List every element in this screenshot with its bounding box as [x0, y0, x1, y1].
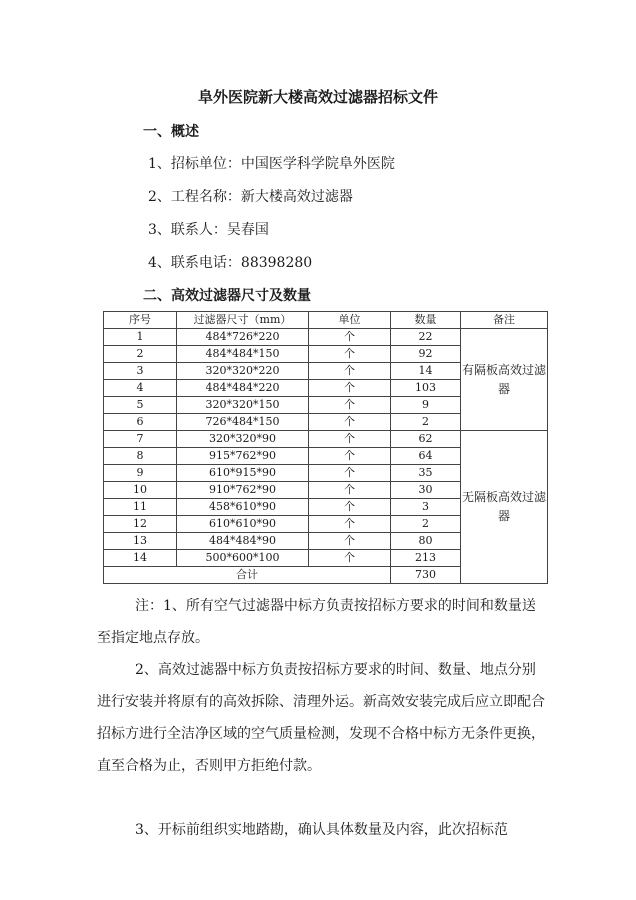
table-cell: 个 [309, 533, 391, 550]
note-3: 3、开标前组织实地踏勘，确认具体数量及内容，此次招标范 [135, 822, 508, 838]
table-cell: 320*320*150 [177, 397, 309, 414]
table-cell: 484*484*150 [177, 346, 309, 363]
table-cell: 2 [391, 516, 461, 533]
table-cell: 3 [104, 363, 177, 380]
table-cell: 64 [391, 448, 461, 465]
table-header-row [104, 312, 548, 329]
table-cell: 2 [391, 414, 461, 431]
note-1: 注：1、所有空气过滤器中标方负责按招标方要求的时间和数量送至指定地点存放。 [97, 598, 536, 646]
table-cell: 62 [391, 431, 461, 448]
table-cell: 个 [309, 465, 391, 482]
table-cell: 320*320*220 [177, 363, 309, 380]
total-label: 合计 [104, 567, 391, 584]
contact-phone-line: 4、联系电话：88398280 [148, 255, 313, 271]
table-cell: 484*726*220 [177, 329, 309, 346]
section-filter-size-heading: 二、高效过滤器尺寸及数量 [143, 288, 311, 304]
table-cell: 个 [309, 516, 391, 533]
project-name-line: 2、工程名称：新大楼高效过滤器 [148, 189, 353, 205]
table-cell: 1 [104, 329, 177, 346]
table-cell: 484*484*220 [177, 380, 309, 397]
table-cell: 915*762*90 [177, 448, 309, 465]
filter-table [103, 311, 548, 584]
table-cell: 13 [104, 533, 177, 550]
table-cell: 个 [309, 329, 391, 346]
header-cell: 过滤器尺寸（mm） [177, 312, 309, 329]
table-cell: 个 [309, 346, 391, 363]
table-cell: 个 [309, 550, 391, 567]
tender-unit-line: 1、招标单位：中国医学科学院阜外医院 [148, 156, 395, 172]
table-cell: 14 [391, 363, 461, 380]
table-cell: 103 [391, 380, 461, 397]
table-cell: 9 [104, 465, 177, 482]
table-cell: 4 [104, 380, 177, 397]
note-2: 2、高效过滤器中标方负责按招标方要求的时间、数量、地点分别进行安装并将原有的高效拆除、清理外运。新高效安装完成后应立即配合招标方进行全洁净区域的空气质量检测，发现不合格中标方无条件更换，直至合格为止，否则甲方拒绝付款。 [97, 662, 545, 774]
table-cell: 30 [391, 482, 461, 499]
table-cell: 12 [104, 516, 177, 533]
table-cell: 610*610*90 [177, 516, 309, 533]
table-row [104, 329, 548, 346]
header-cell: 序号 [104, 312, 177, 329]
table-cell: 个 [309, 397, 391, 414]
table-cell: 484*484*90 [177, 533, 309, 550]
note-cell: 有隔板高效过滤器 [461, 329, 548, 431]
table-cell: 3 [391, 499, 461, 516]
table-cell: 14 [104, 550, 177, 567]
table-cell: 80 [391, 533, 461, 550]
contact-person-line: 3、联系人：吴春国 [148, 222, 269, 238]
table-cell: 个 [309, 448, 391, 465]
header-cell: 单位 [309, 312, 391, 329]
table-cell: 910*762*90 [177, 482, 309, 499]
header-cell: 数量 [391, 312, 461, 329]
table-cell: 726*484*150 [177, 414, 309, 431]
table-cell: 458*610*90 [177, 499, 309, 516]
document-title: 阜外医院新大楼高效过滤器招标文件 [197, 88, 438, 106]
table-cell: 个 [309, 431, 391, 448]
table-row [104, 431, 548, 448]
table-cell: 8 [104, 448, 177, 465]
table-cell: 个 [309, 499, 391, 516]
table-cell: 个 [309, 482, 391, 499]
table-cell: 500*600*100 [177, 550, 309, 567]
table-cell: 610*915*90 [177, 465, 309, 482]
table-cell: 92 [391, 346, 461, 363]
table-cell: 2 [104, 346, 177, 363]
table-cell: 个 [309, 363, 391, 380]
table-cell: 6 [104, 414, 177, 431]
table-cell: 7 [104, 431, 177, 448]
section-overview-heading: 一、概述 [143, 124, 199, 140]
table-cell: 5 [104, 397, 177, 414]
table-cell: 35 [391, 465, 461, 482]
table-cell: 22 [391, 329, 461, 346]
table-cell: 320*320*90 [177, 431, 309, 448]
note-cell: 无隔板高效过滤器 [461, 431, 548, 584]
header-cell: 备注 [461, 312, 548, 329]
table-cell: 个 [309, 380, 391, 397]
table-cell: 11 [104, 499, 177, 516]
table-cell: 213 [391, 550, 461, 567]
table-cell: 个 [309, 414, 391, 431]
total-value: 730 [391, 567, 461, 584]
table-cell: 9 [391, 397, 461, 414]
table-cell: 10 [104, 482, 177, 499]
